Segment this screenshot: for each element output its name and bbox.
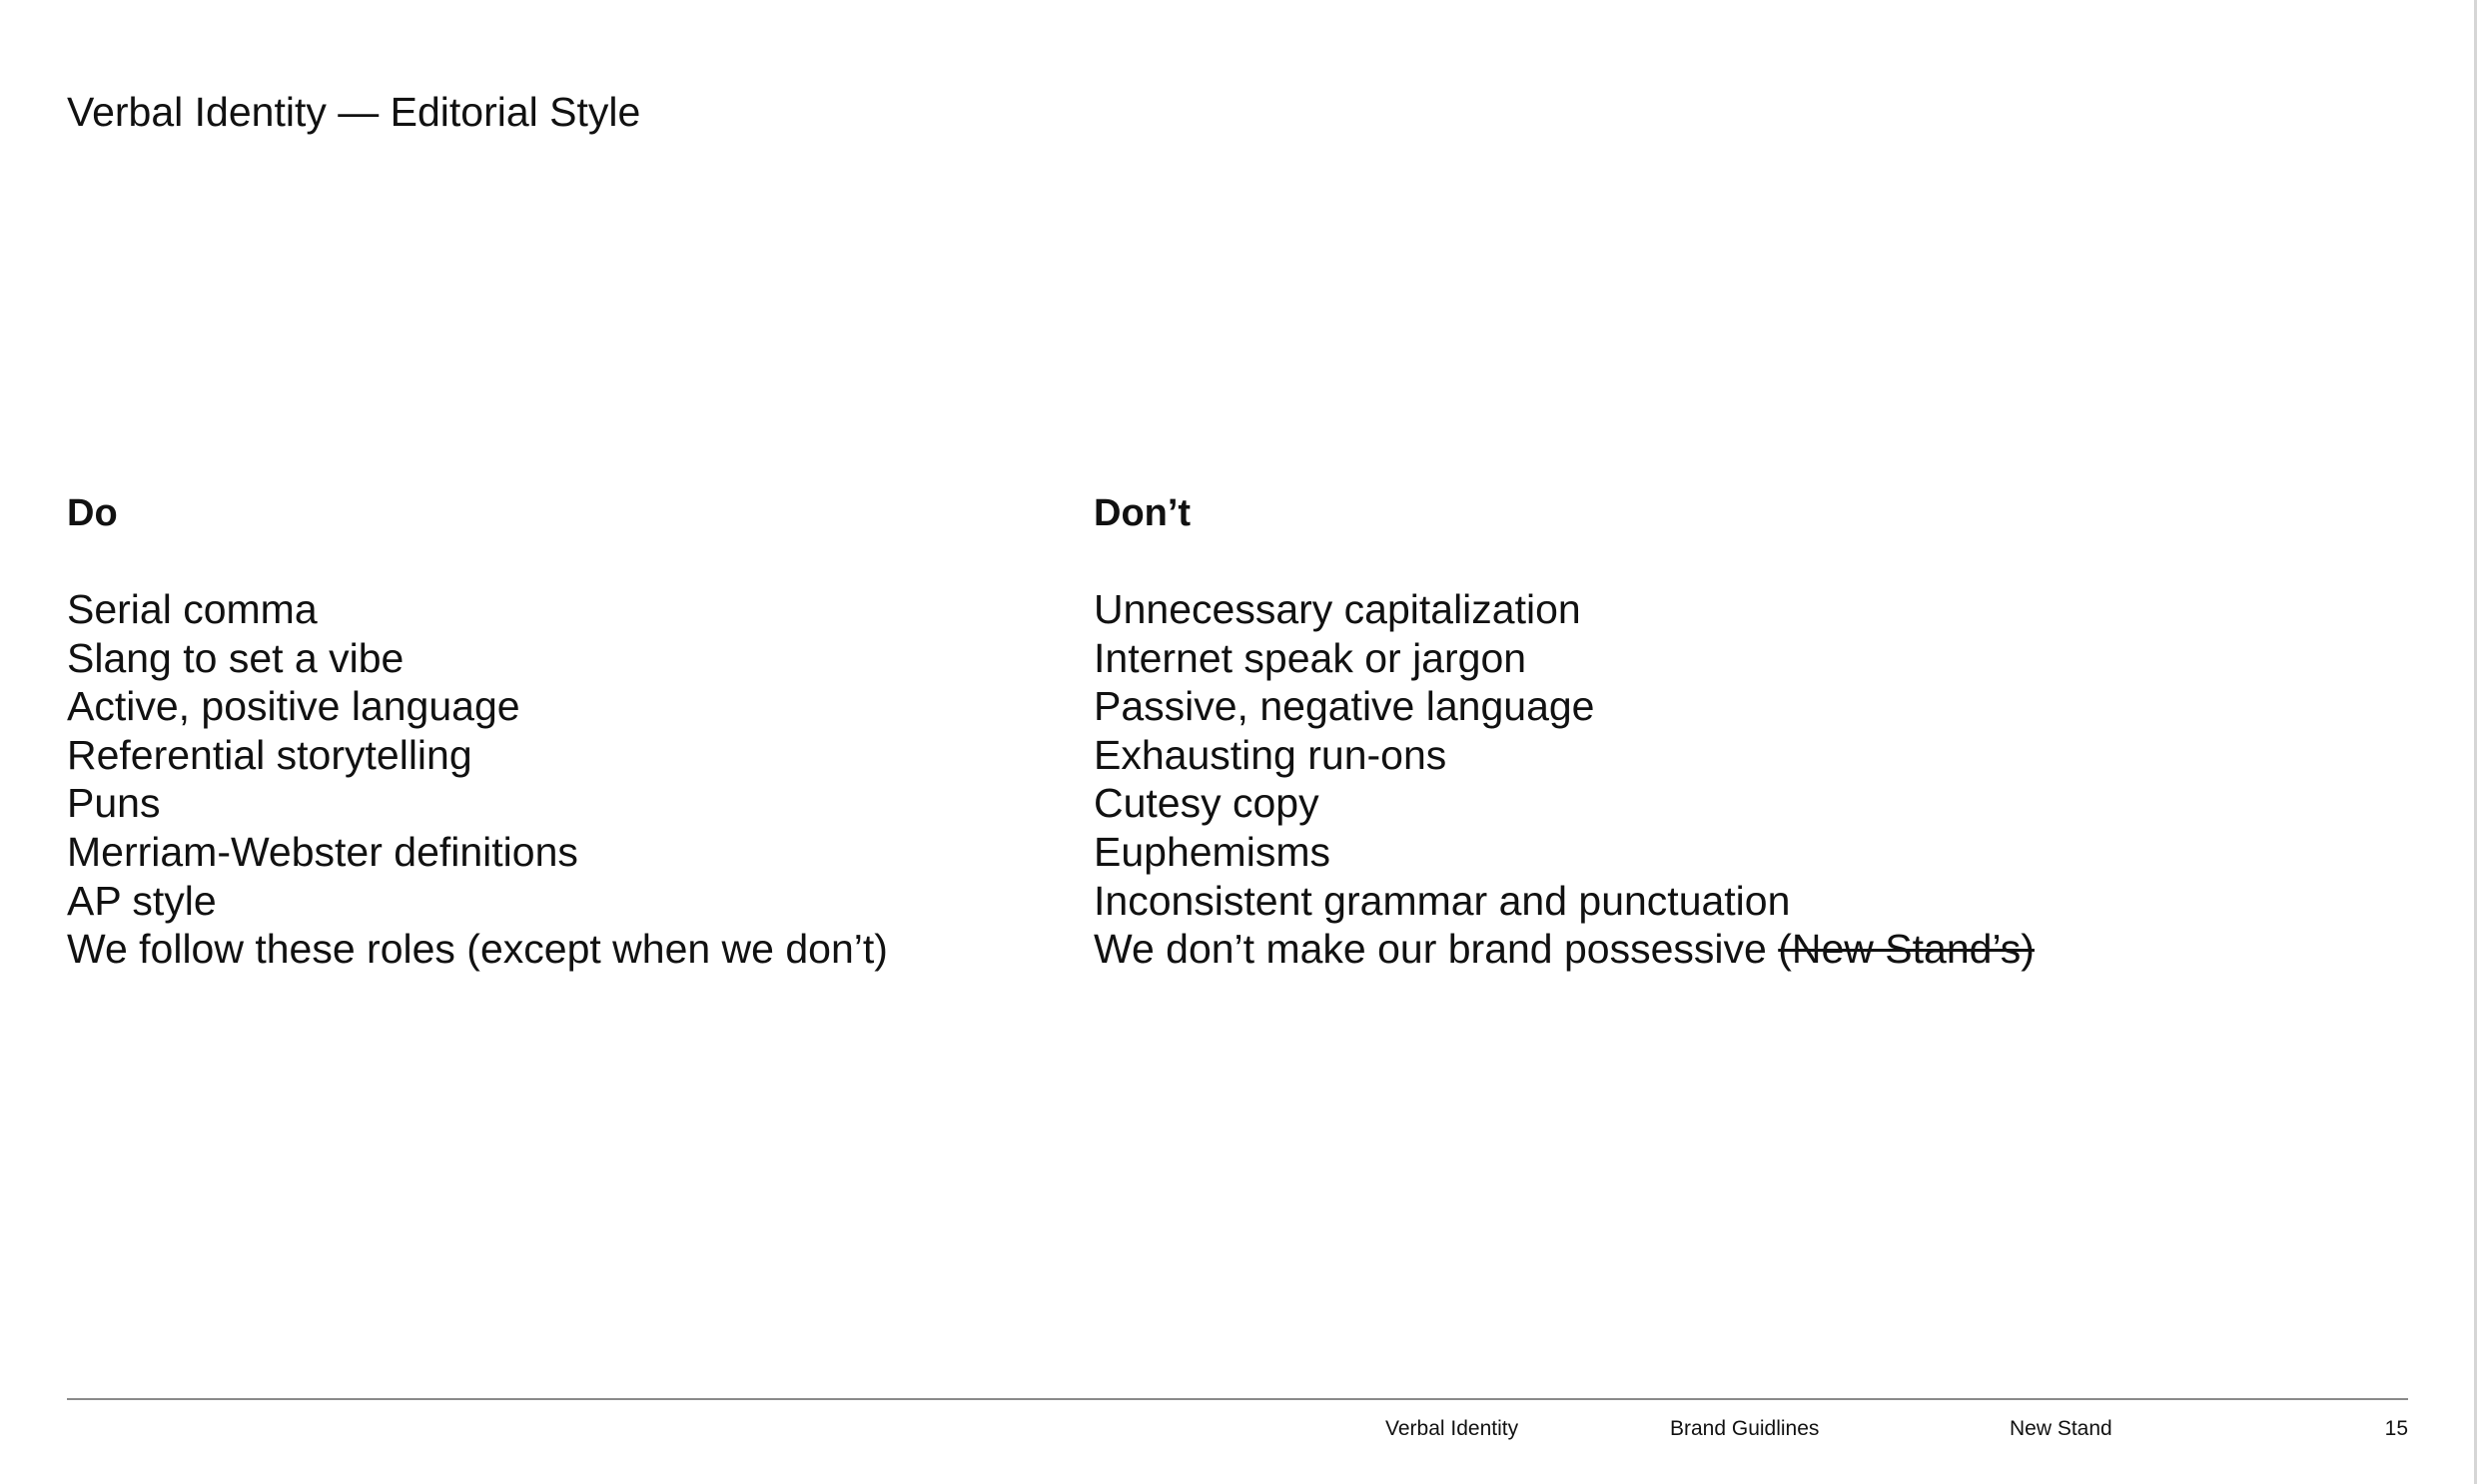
footer-brand-label: New Stand [2010, 1417, 2112, 1440]
list-item: Euphemisms [1094, 828, 1330, 875]
dont-list [1094, 585, 2035, 974]
list-item: Merriam-Webster definitions [67, 828, 578, 875]
list-item: AP style [67, 877, 217, 924]
do-list [67, 585, 888, 974]
footer-page-number: 15 [2384, 1417, 2408, 1440]
list-item: Internet speak or jargon [1094, 634, 1527, 681]
list-item: Slang to set a vibe [67, 634, 405, 681]
list-item-possessive [1094, 925, 2035, 974]
list-item: Active, positive language [67, 683, 520, 730]
list-item: Exhausting run-ons [1094, 731, 1447, 778]
do-heading: Do [67, 492, 118, 534]
list-item: Serial comma [67, 586, 318, 632]
possessive-rule-text: We don’t make our brand possessive [1094, 926, 1767, 973]
struck-possessive-example: (New Stand’s) [1778, 926, 2035, 973]
list-item: We follow these roles (except when we don’t) [67, 926, 888, 973]
page-title: Verbal Identity — Editorial Style [67, 89, 641, 136]
list-item: Referential storytelling [67, 731, 472, 778]
list-item: Cutesy copy [1094, 780, 1319, 827]
do-column [67, 489, 888, 974]
list-item: Puns [67, 780, 161, 827]
dont-column [1094, 489, 2035, 974]
dont-heading: Don’t [1094, 492, 1192, 534]
list-item: Unnecessary capitalization [1094, 586, 1581, 632]
list-item: Passive, negative language [1094, 683, 1595, 730]
footer-document-label: Brand Guidlines [1670, 1417, 1820, 1440]
list-item: Inconsistent grammar and punctuation [1094, 877, 1791, 924]
footer-section-label: Verbal Identity [1385, 1417, 1519, 1440]
footer-divider [67, 1398, 2408, 1400]
